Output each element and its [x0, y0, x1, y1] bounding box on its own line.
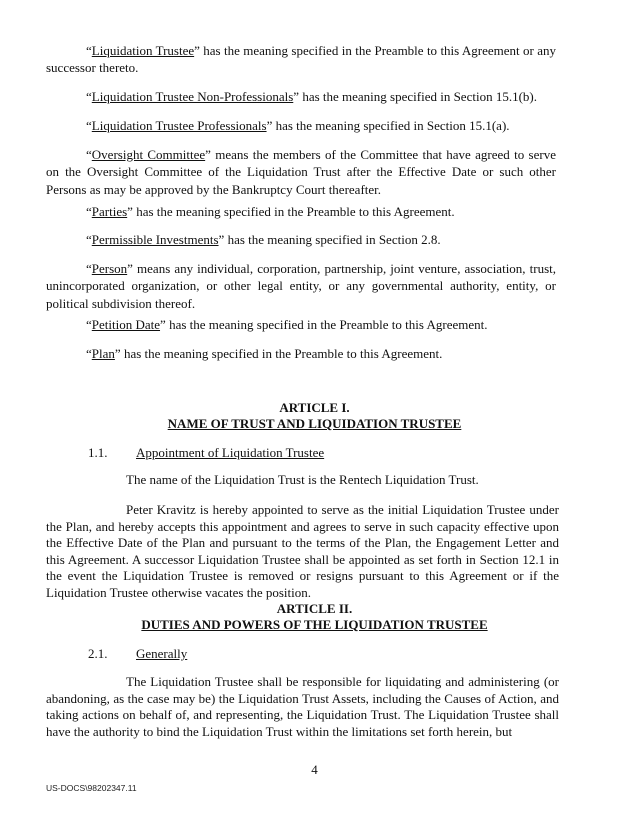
section-1-1-heading: 1.1. Appointment of Liquidation Trustee	[88, 445, 325, 460]
defined-term: Petition Date	[91, 317, 161, 332]
defined-term: Plan	[91, 346, 115, 361]
section-1-1-paragraph-1: The name of the Liquidation Trust is the Rentech Liquidation Trust.	[126, 472, 479, 487]
defined-term: Oversight Committee	[91, 147, 206, 162]
defined-term: Permissible Investments	[91, 232, 219, 247]
article-1-heading: ARTICLE I. NAME OF TRUST AND LIQUIDATION TRUSTEE	[0, 400, 629, 432]
defined-term: Liquidation Trustee Non-Professionals	[91, 89, 294, 104]
defined-term: Liquidation Trustee	[91, 43, 195, 58]
page-number: 4	[311, 762, 318, 777]
section-2-1-title: Generally	[136, 646, 188, 661]
definition-petition-date: “Petition Date” has the meaning specified in the Preamble to this Agreement.	[86, 317, 488, 332]
section-1-1-paragraph-2: Peter Kravitz is hereby appointed to serve as the initial Liquidation Trustee under the Plan, and hereby accepts this appointment and agrees to serve in such capacity effective upon the Effective Date of the Plan and pursuant to the terms of the Plan, the Engagement Letter and this Agreement. A successor Liquidation Trustee shall be appointed as set forth in Section 12.1 in the event the Liquidation Trustee is removed or resigns pursuant to this Agreement or if the Liquidation Trustee otherwise vacates the position.	[46, 502, 559, 600]
defined-term: Person	[91, 261, 128, 276]
definition-person: “Person” means any individual, corporation, partnership, joint venture, association, trust, unincorporated organization, or other legal entity, or any governmental authority, entity, or political subdivision thereof.	[46, 261, 556, 311]
definition-parties: “Parties” has the meaning specified in the Preamble to this Agreement.	[86, 204, 455, 219]
document-footer-id: US-DOCS\98202347.11	[46, 783, 137, 793]
definition-oversight-committee: “Oversight Committee” means the members of the Committee that have agreed to serve on the Oversight Committee of the Liquidation Trust after the Effective Date or such other Persons as may be approved by the Bankruptcy Court thereafter.	[46, 147, 556, 197]
defined-term: Parties	[91, 204, 128, 219]
definition-liquidation-trustee: “Liquidation Trustee” has the meaning specified in the Preamble to this Agreement or any successor thereto.	[46, 43, 557, 76]
definition-permissible-investments: “Permissible Investments” has the meaning specified in Section 2.8.	[86, 232, 441, 247]
article-2-heading: ARTICLE II. DUTIES AND POWERS OF THE LIQUIDATION TRUSTEE	[0, 601, 629, 633]
article-1-title: NAME OF TRUST AND LIQUIDATION TRUSTEE	[167, 416, 462, 431]
definition-plan: “Plan” has the meaning specified in the Preamble to this Agreement.	[86, 346, 443, 361]
section-2-1-heading: 2.1. Generally	[88, 646, 188, 661]
article-2-title: DUTIES AND POWERS OF THE LIQUIDATION TRUSTEE	[141, 617, 488, 632]
definition-liquidation-trustee-non-professionals: “Liquidation Trustee Non-Professionals” has the meaning specified in Section 15.1(b).	[86, 89, 537, 104]
definition-liquidation-trustee-professionals: “Liquidation Trustee Professionals” has the meaning specified in Section 15.1(a).	[86, 118, 510, 133]
defined-term: Liquidation Trustee Professionals	[91, 118, 267, 133]
section-2-1-paragraph-1: The Liquidation Trustee shall be responsible for liquidating and administering (or abandoning, as the case may be) the Liquidation Trust Assets, including the Causes of Action, and taking actions on behalf of, and representing, the Liquidation Trust. The Liquidation Trustee shall have the authority to bind the Liquidation Trust within the limitations set forth herein, but	[46, 674, 559, 739]
section-1-1-title: Appointment of Liquidation Trustee	[136, 445, 325, 460]
